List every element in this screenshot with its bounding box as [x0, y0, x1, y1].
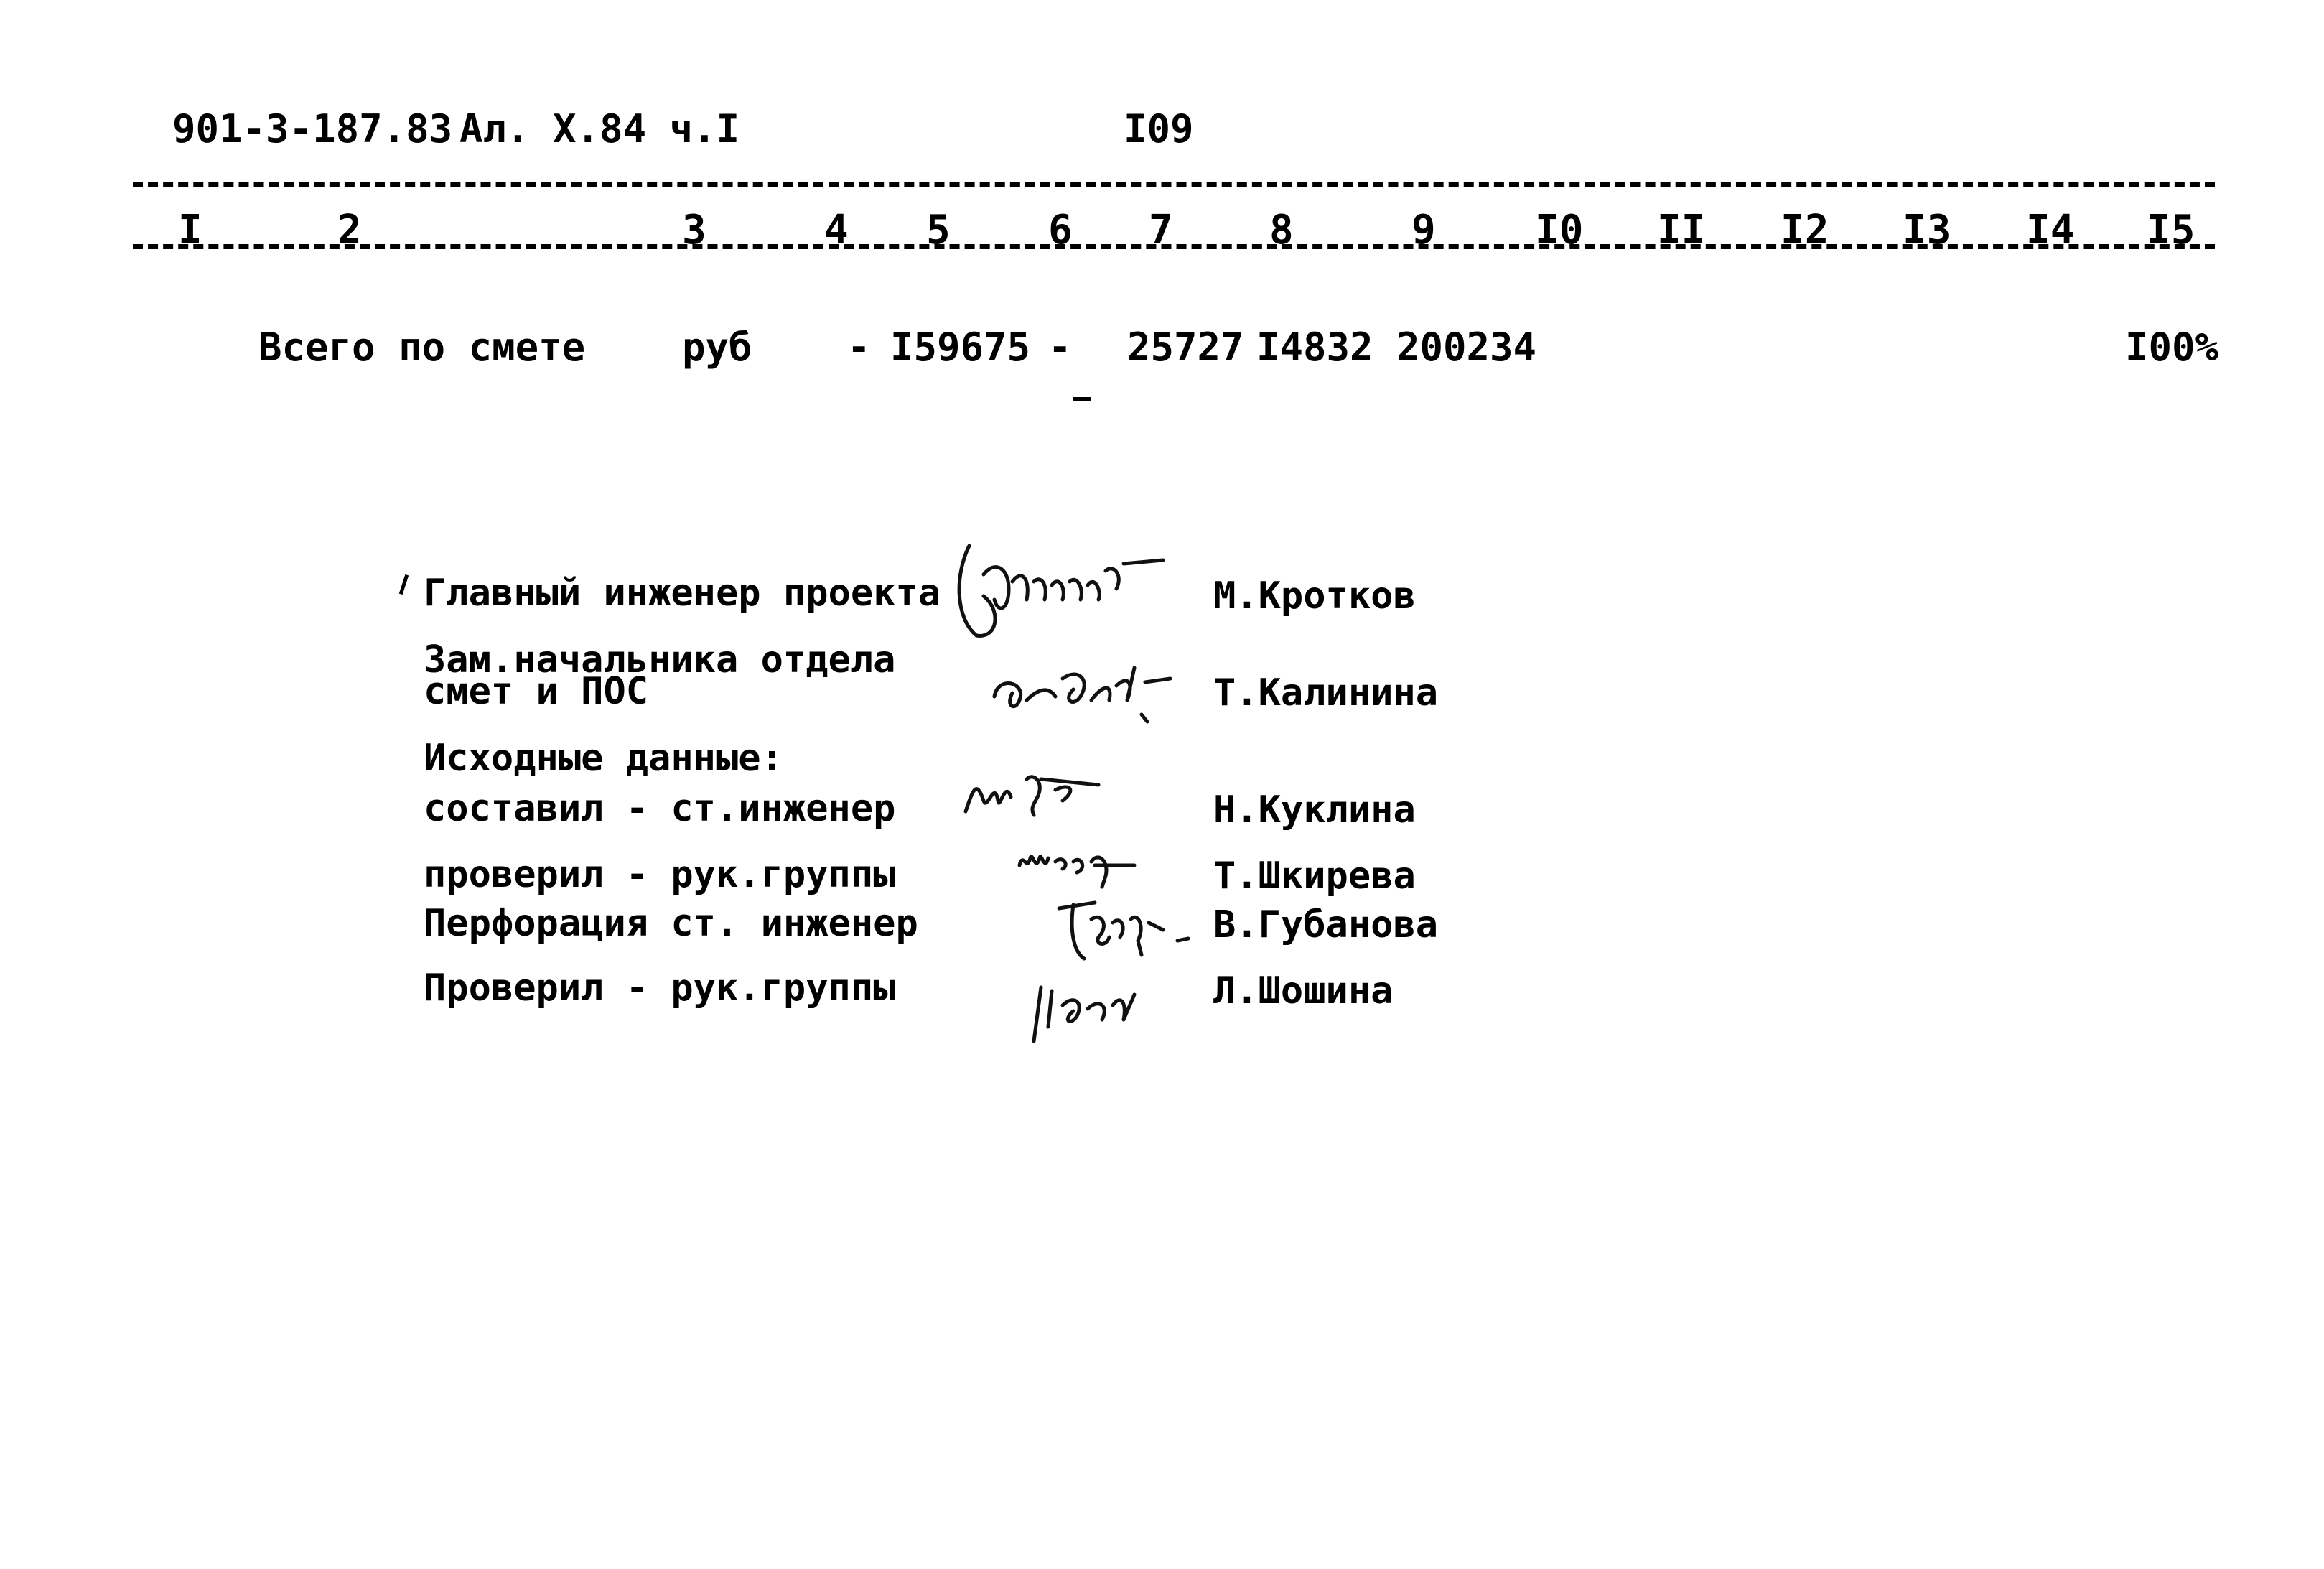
signer-name-gubanova: В.Губанова: [1213, 903, 1439, 946]
column-number: 9: [1411, 207, 1436, 253]
signer-role-deputy-head-line2: смет и ПОС: [424, 670, 649, 713]
column-number: I5: [2147, 207, 2195, 253]
stray-mark: [1073, 397, 1091, 401]
total-col5: I59675: [890, 325, 1031, 370]
signature-shkireva: [1012, 833, 1156, 890]
column-number: 3: [682, 207, 706, 253]
signer-name-shkireva: Т.Шкирева: [1213, 855, 1416, 898]
total-col7: 25727: [1127, 325, 1244, 370]
column-number: 7: [1149, 207, 1173, 253]
signature-kuklina: [955, 750, 1149, 837]
signer-name-shoshina: Л.Шошина: [1213, 969, 1394, 1012]
signer-role-checked-2: Проверил - рук.группы: [424, 967, 896, 1010]
total-col9: 200234: [1396, 325, 1537, 370]
total-col15: I00%: [2125, 325, 2219, 370]
column-number: 4: [824, 207, 849, 253]
document-code: 901-3-187.83: [172, 106, 453, 152]
signer-role-checked: проверил - рук.группы: [424, 853, 896, 896]
tick-mark: [399, 574, 409, 595]
signer-name-kalinina: Т.Калинина: [1213, 671, 1439, 714]
signature-shoshina: [1019, 955, 1177, 1056]
column-number: 6: [1048, 207, 1073, 253]
signer-role-chief-engineer: Главный инженер проекта: [424, 572, 941, 615]
column-number: I2: [1781, 207, 1829, 253]
column-number: II: [1657, 207, 1706, 253]
column-number: 5: [926, 207, 951, 253]
total-label: Всего по смете: [258, 325, 586, 370]
total-col8: I4832: [1256, 325, 1373, 370]
page-number: I09: [1124, 106, 1194, 152]
signer-role-compiled: составил - ст.инженер: [424, 787, 896, 830]
column-number: I: [178, 207, 202, 253]
column-number: I0: [1535, 207, 1584, 253]
source-data-heading: Исходные данные:: [424, 737, 783, 780]
column-number: I3: [1903, 207, 1951, 253]
total-unit: руб: [682, 325, 752, 370]
total-col6: -: [1048, 325, 1072, 370]
column-number: 8: [1269, 207, 1294, 253]
column-number: I4: [2026, 207, 2075, 253]
signer-name-kuklina: Н.Куклина: [1213, 788, 1416, 832]
signer-role-perforation: Перфорация ст. инженер: [424, 902, 918, 945]
signer-role-deputy-head-line1: Зам.начальника отдела: [424, 638, 896, 681]
album-reference: Ал. Х.84 ч.I: [459, 106, 740, 152]
signature-krotkov: [941, 531, 1177, 646]
signature-kalinina: [984, 639, 1185, 725]
table-top-rule: [133, 182, 2215, 187]
signer-name-krotkov: М.Кротков: [1213, 574, 1416, 618]
column-number: 2: [337, 207, 362, 253]
total-col4: -: [847, 325, 871, 370]
